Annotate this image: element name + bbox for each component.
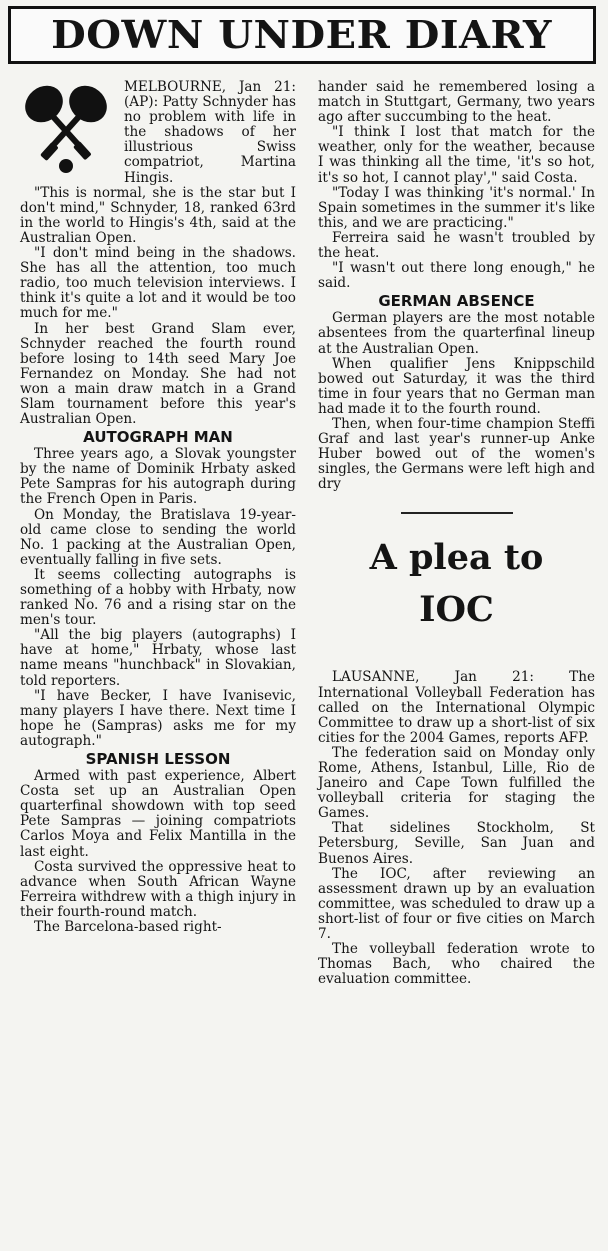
paragraph: Armed with past experience, Albert Costa set up an Australian Open quarterfinal showdown with top seed Pete Sampras — joining compatriots Carlos Moya and Felix Mantilla in the last eight. [20, 768, 296, 860]
ioc-article-body [318, 670, 595, 987]
divider [401, 512, 513, 514]
paragraph: MELBOURNE, Jan 21: (AP): Patty Schnyder has no problem with life in the shadows of her illustrious Swiss compatriot, Martina Hingis. [124, 79, 296, 186]
paragraph: Then, when four-time champion Steffi Graf and last year's runner-up Anke Huber bowed out of the women's singles, the Germans were left high and dry [318, 415, 595, 493]
crossed-tennis-rackets-icon [16, 78, 116, 174]
paragraph: "Today I was thinking 'it's normal.' In Spain sometimes in the summer it's like this, and we are practicing." [318, 184, 595, 231]
paragraph: Three years ago, a Slovak youngster by the name of Dominik Hrbaty asked Pete Sampras for his autograph during the French Open in Paris. [20, 446, 296, 508]
ioc-headline-line2: IOC [419, 589, 494, 631]
paragraph: On Monday, the Bratislava 19-year-old came close to sending the world No. 1 packing at the Australian Open, eventually falling in five sets. [20, 506, 296, 568]
paragraph: hander said he remembered losing a match in Stuttgart, Germany, two years ago after succumbing to the heat. [318, 79, 595, 126]
paragraph: The federation said on Monday only Rome, Athens, Istanbul, Lille, Rio de Janeiro and Cape Town fulfilled the volleyball criteria for staging the Games. [318, 744, 595, 822]
paragraph: That sidelines Stockholm, St Petersburg, Seville, San Juan and Buenos Aires. [318, 820, 595, 867]
paragraph: "I wasn't out there long enough," he said. [318, 260, 595, 292]
paragraph: When qualifier Jens Knippschild bowed out Saturday, it was the third time in four years that no German man had made it to the fourth round. [318, 355, 595, 417]
subheading-autograph-man: AUTOGRAPH MAN [83, 428, 233, 447]
paragraph: LAUSANNE, Jan 21: The International Volleyball Federation has called on the International Olympic Committee to draw up a short-list of six cities for the 2004 Games, reports AFP. [318, 669, 595, 746]
masthead-banner [8, 6, 596, 64]
subheading-german-absence: GERMAN ABSENCE [378, 292, 535, 311]
paragraph: Ferreira said he wasn't troubled by the heat. [318, 229, 595, 262]
subheading-spanish-lesson: SPANISH LESSON [85, 750, 231, 769]
section-title: DOWN UNDER DIARY [51, 12, 553, 57]
paragraph: "I have Becker, I have Ivanisevic, many players I have there. Next time I hope he (Sampras) asks me for my autograph." [20, 687, 296, 749]
paragraph: The IOC, after reviewing an assessment drawn up by an evaluation committee, was scheduled to draw up a short-list of four or five cities on March 7. [318, 865, 595, 943]
paragraph: It seems collecting autographs is something of a hobby with Hrbaty, now ranked No. 76 and a rising star on the men's tour. [20, 566, 296, 629]
paragraph: "I think I lost that match for the weather, only for the weather, because I was thinking all the time, 'it's so hot, it's so hot, I cannot play'," said Costa. [318, 124, 595, 186]
ioc-article [318, 512, 595, 987]
paragraph: German players are the most notable absentees from the quarterfinal lineup at the Australian Open. [318, 310, 595, 357]
article-column-right [318, 80, 595, 987]
paragraph: The volleyball federation wrote to Thomas Bach, who chaired the evaluation committee. [318, 941, 595, 988]
paragraph: In her best Grand Slam ever, Schnyder reached the fourth round before losing to 14th seed Mary Joe Fernandez on Monday. She had not won a main draw match in a Grand Slam tournament before this year's Australian Open. [20, 320, 296, 428]
ioc-headline-line1: A plea to [369, 537, 544, 579]
paragraph: The Barcelona-based right- [34, 918, 222, 935]
paragraph: Costa survived the oppressive heat to advance when South African Wayne Ferreira withdrew with a thigh injury in their fourth-round match. [20, 858, 296, 920]
paragraph: "This is normal, she is the star but I don't mind," Schnyder, 18, ranked 63rd in the world to Hingis's 4th, said at the Australian Open. [20, 184, 296, 246]
paragraph: "I don't mind being in the shadows. She has all the attention, too much radio, too much television interviews. I think it's quite a lot and it would be too much for me." [20, 245, 296, 322]
paragraph: "All the big players (autographs) I have at home," Hrbaty, whose last name means "hunchback" in Slovakian, told reporters. [20, 627, 296, 689]
article-column-left [20, 80, 296, 935]
